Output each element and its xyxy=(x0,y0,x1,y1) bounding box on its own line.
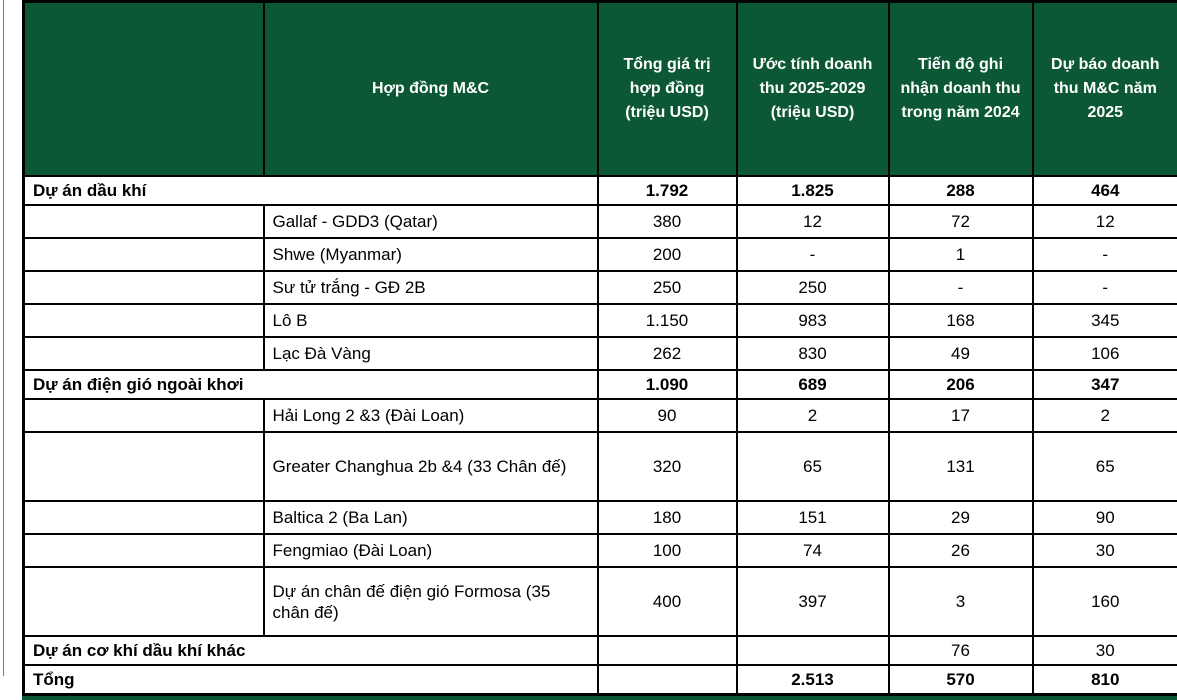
table-row xyxy=(24,501,1177,534)
indent-cell xyxy=(24,238,264,271)
table-row xyxy=(24,534,1177,567)
indent-cell xyxy=(24,337,264,370)
value-cell: 26 xyxy=(889,534,1033,567)
value-cell: 100 xyxy=(598,534,737,567)
value-cell: 160 xyxy=(1033,567,1177,636)
value-cell: 72 xyxy=(889,205,1033,238)
sheet-left-gridline xyxy=(3,0,4,676)
value-cell: 12 xyxy=(1033,205,1177,238)
value-cell: 810 xyxy=(1033,665,1177,695)
value-cell: 1 xyxy=(889,238,1033,271)
value-cell xyxy=(598,636,737,665)
value-cell: 29 xyxy=(889,501,1033,534)
value-cell: 1.090 xyxy=(598,370,737,399)
value-cell: 180 xyxy=(598,501,737,534)
header-cell-3: Ước tính doanh thu 2025-2029 (triệu USD) xyxy=(737,2,889,177)
table-row xyxy=(24,238,1177,271)
value-cell: - xyxy=(1033,271,1177,304)
table-row xyxy=(24,399,1177,432)
header-cell-5: Dự báo doanh thu M&C năm 2025 xyxy=(1033,2,1177,177)
row-label-cell: Tổng xyxy=(24,665,598,695)
table-header xyxy=(24,2,1177,177)
value-cell: 570 xyxy=(889,665,1033,695)
row-label-cell: Greater Changhua 2b &4 (33 Chân đế) xyxy=(264,432,598,501)
table-row xyxy=(24,176,1177,205)
row-label-cell: Shwe (Myanmar) xyxy=(264,238,598,271)
value-cell: - xyxy=(1033,238,1177,271)
value-cell: 90 xyxy=(1033,501,1177,534)
value-cell: 288 xyxy=(889,176,1033,205)
spreadsheet-area xyxy=(22,0,1177,700)
value-cell: 397 xyxy=(737,567,889,636)
value-cell: 400 xyxy=(598,567,737,636)
row-label-cell: Hải Long 2 &3 (Đài Loan) xyxy=(264,399,598,432)
mc-contracts-table xyxy=(22,0,1177,696)
table-row xyxy=(24,304,1177,337)
value-cell: 49 xyxy=(889,337,1033,370)
value-cell: 76 xyxy=(889,636,1033,665)
value-cell: 345 xyxy=(1033,304,1177,337)
row-label-cell: Dự án chân đế điện gió Formosa (35 chân đế) xyxy=(264,567,598,636)
value-cell: 250 xyxy=(737,271,889,304)
indent-cell xyxy=(24,501,264,534)
row-label-cell: Dự án dầu khí xyxy=(24,176,598,205)
indent-cell xyxy=(24,567,264,636)
value-cell: 2.513 xyxy=(737,665,889,695)
value-cell: - xyxy=(737,238,889,271)
indent-cell xyxy=(24,271,264,304)
value-cell: 151 xyxy=(737,501,889,534)
table-row xyxy=(24,337,1177,370)
row-label-cell: Lạc Đà Vàng xyxy=(264,337,598,370)
header-row xyxy=(24,2,1177,177)
indent-cell xyxy=(24,399,264,432)
value-cell: 983 xyxy=(737,304,889,337)
value-cell: 65 xyxy=(1033,432,1177,501)
value-cell: 689 xyxy=(737,370,889,399)
value-cell: 830 xyxy=(737,337,889,370)
row-label-cell: Fengmiao (Đài Loan) xyxy=(264,534,598,567)
value-cell: 12 xyxy=(737,205,889,238)
value-cell: - xyxy=(889,271,1033,304)
value-cell: 464 xyxy=(1033,176,1177,205)
value-cell: 262 xyxy=(598,337,737,370)
value-cell: 17 xyxy=(889,399,1033,432)
value-cell: 90 xyxy=(598,399,737,432)
table-body xyxy=(24,176,1177,695)
value-cell: 320 xyxy=(598,432,737,501)
value-cell: 347 xyxy=(1033,370,1177,399)
value-cell: 1.150 xyxy=(598,304,737,337)
table-row xyxy=(24,567,1177,636)
table-row xyxy=(24,636,1177,665)
row-label-cell: Dự án điện gió ngoài khơi xyxy=(24,370,598,399)
header-cell-4: Tiến độ ghi nhận doanh thu trong năm 2024 xyxy=(889,2,1033,177)
indent-cell xyxy=(24,534,264,567)
indent-cell xyxy=(24,205,264,238)
row-label-cell: Gallaf - GDD3 (Qatar) xyxy=(264,205,598,238)
value-cell: 3 xyxy=(889,567,1033,636)
value-cell: 200 xyxy=(598,238,737,271)
table-row xyxy=(24,271,1177,304)
value-cell: 74 xyxy=(737,534,889,567)
table-row xyxy=(24,370,1177,399)
value-cell: 30 xyxy=(1033,636,1177,665)
table-row xyxy=(24,665,1177,695)
indent-cell xyxy=(24,304,264,337)
header-cell-0 xyxy=(24,2,264,177)
value-cell xyxy=(737,636,889,665)
row-label-cell: Sư tử trắng - GĐ 2B xyxy=(264,271,598,304)
value-cell: 1.825 xyxy=(737,176,889,205)
row-label-cell: Dự án cơ khí dầu khí khác xyxy=(24,636,598,665)
table-row xyxy=(24,432,1177,501)
header-cell-1: Hợp đồng M&C xyxy=(264,2,598,177)
value-cell: 65 xyxy=(737,432,889,501)
value-cell: 1.792 xyxy=(598,176,737,205)
value-cell: 2 xyxy=(737,399,889,432)
header-cell-2: Tổng giá trị hợp đồng (triệu USD) xyxy=(598,2,737,177)
value-cell: 2 xyxy=(1033,399,1177,432)
value-cell: 206 xyxy=(889,370,1033,399)
value-cell: 250 xyxy=(598,271,737,304)
value-cell: 131 xyxy=(889,432,1033,501)
value-cell xyxy=(598,665,737,695)
value-cell: 30 xyxy=(1033,534,1177,567)
value-cell: 380 xyxy=(598,205,737,238)
value-cell: 168 xyxy=(889,304,1033,337)
value-cell: 106 xyxy=(1033,337,1177,370)
next-table-header-strip xyxy=(22,696,1177,700)
row-label-cell: Lô B xyxy=(264,304,598,337)
row-label-cell: Baltica 2 (Ba Lan) xyxy=(264,501,598,534)
table-row xyxy=(24,205,1177,238)
indent-cell xyxy=(24,432,264,501)
